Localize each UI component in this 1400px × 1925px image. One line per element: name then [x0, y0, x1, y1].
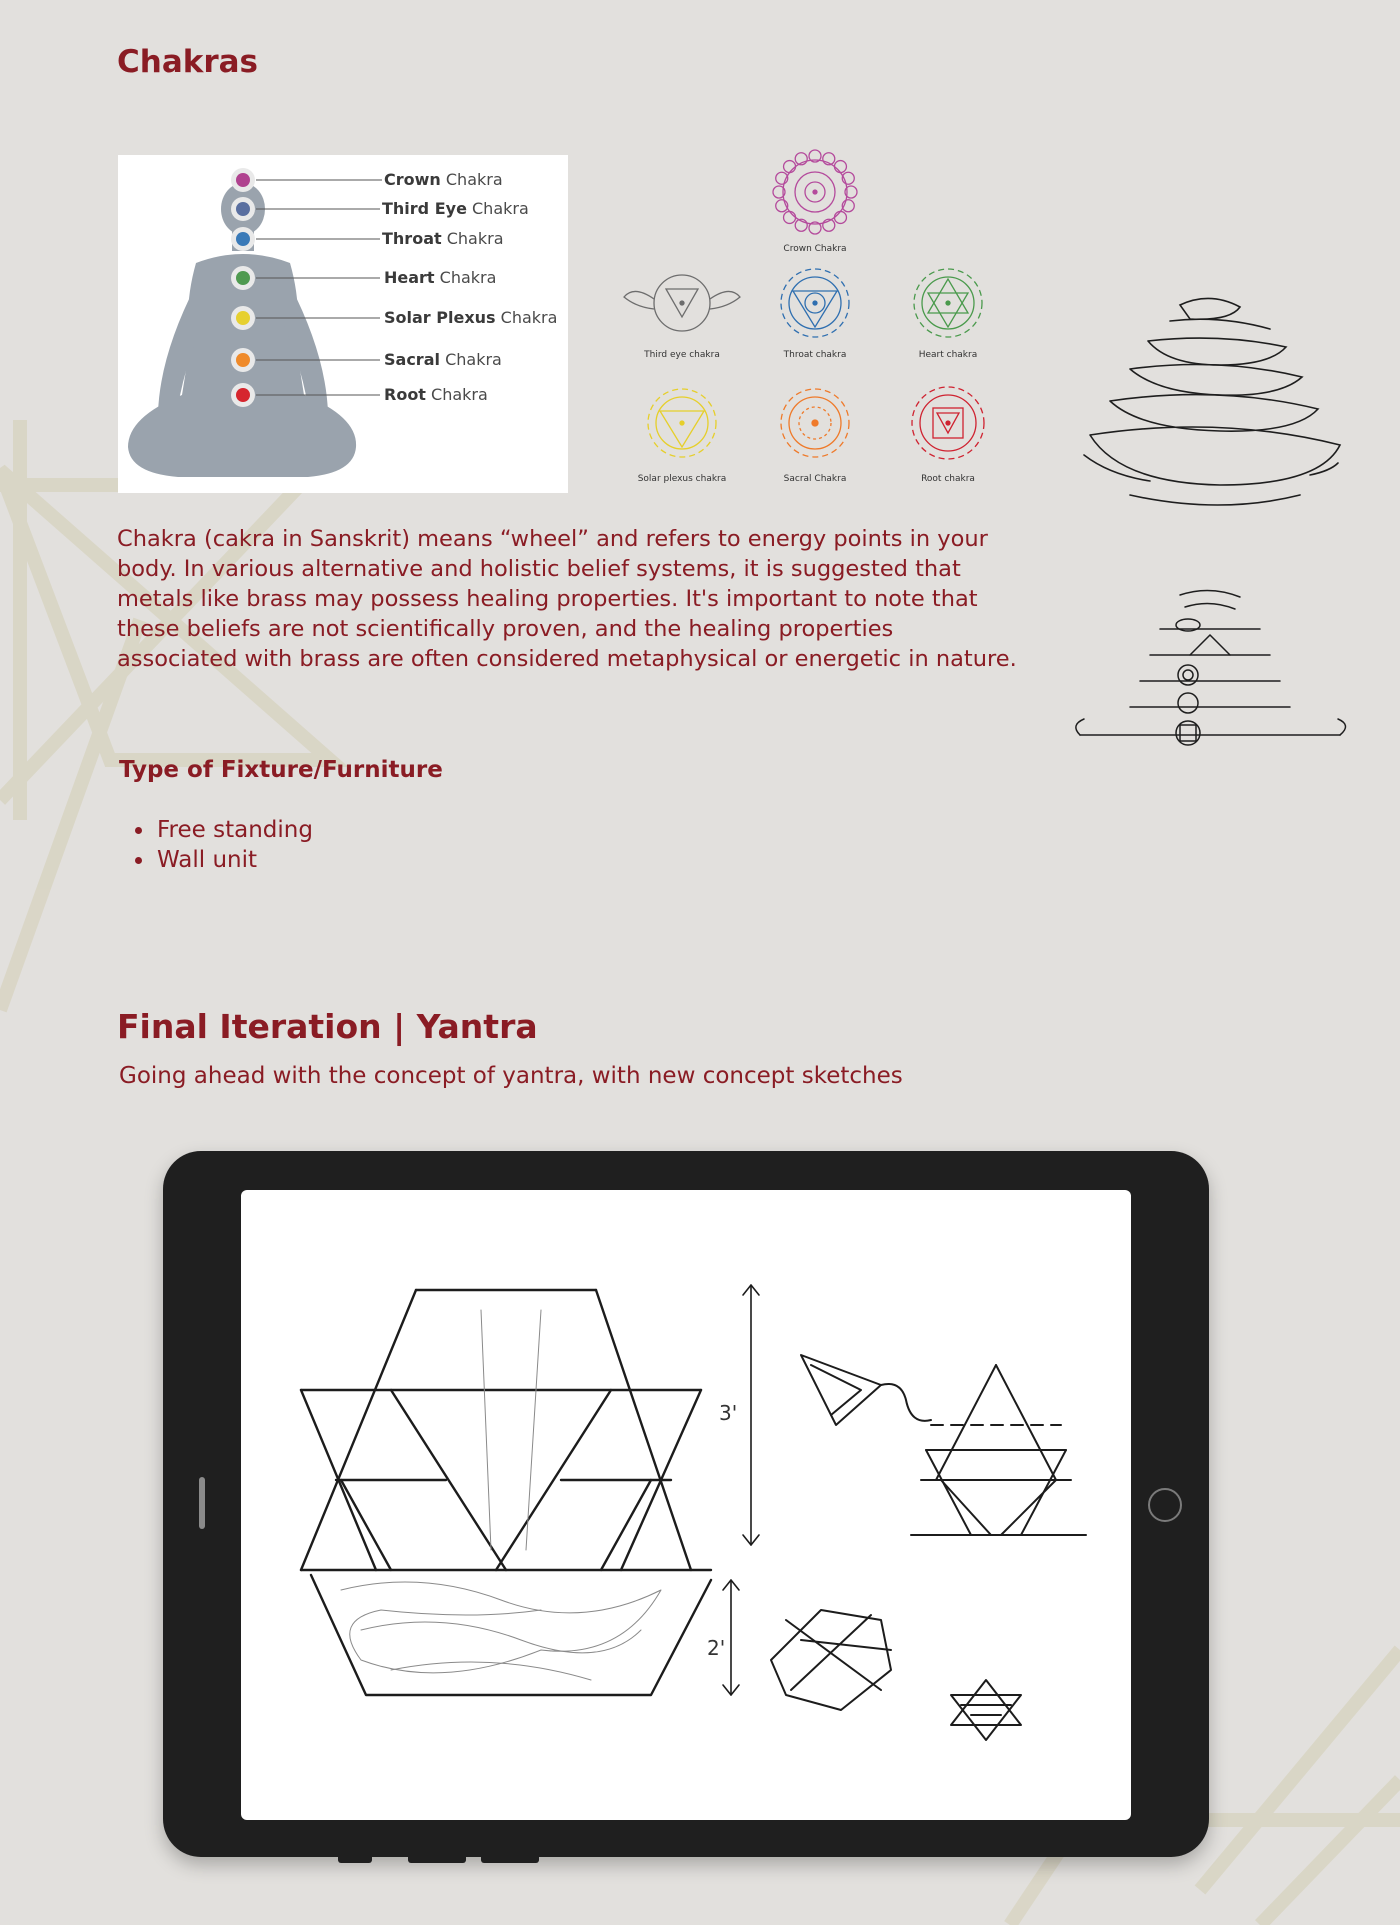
tablet-screen — [241, 1190, 1131, 1820]
yantra-concept-sketch — [241, 1190, 1131, 1820]
chakra-label-suffix: Chakra — [466, 199, 529, 218]
root-chakra-symbol — [912, 387, 984, 459]
sacral-chakra-symbol — [781, 389, 849, 457]
final-iteration-subheading: Going ahead with the concept of yantra, with new concept sketches — [119, 1063, 903, 1089]
fixture-type-heading: Type of Fixture/Furniture — [119, 757, 443, 783]
throat-chakra-symbol — [781, 269, 849, 337]
chakra-point — [236, 232, 250, 246]
final-iteration-heading: Final Iteration | Yantra — [117, 1007, 538, 1046]
crown-lotus-petal — [834, 211, 846, 223]
chakra-point — [236, 271, 250, 285]
list-item: • Wall unit — [155, 845, 313, 875]
chakra-symbols-grid — [612, 140, 1012, 500]
crown-lotus-petal — [834, 161, 846, 173]
tablet-edge-button — [338, 1857, 372, 1863]
tablet-edge-button — [408, 1857, 466, 1863]
fixture-type-list — [130, 815, 313, 875]
tablet-side-sensor — [199, 1477, 205, 1529]
chakra-label-name: Third Eye — [382, 199, 467, 218]
tablet-frame — [163, 1151, 1209, 1857]
crown-lotus-petal — [784, 161, 796, 173]
crown-chakra-caption: Crown Chakra — [783, 244, 847, 254]
chakra-label-suffix: Chakra — [440, 170, 503, 189]
tablet-home-button[interactable] — [1148, 1488, 1182, 1522]
chakra-label-name: Throat — [382, 229, 442, 248]
chakra-label-name: Sacral — [384, 350, 440, 369]
chakra-label-name: Crown — [384, 170, 441, 189]
crown-lotus-petal — [784, 211, 796, 223]
chakra-point — [236, 202, 250, 216]
chakra-label — [382, 199, 529, 218]
sacral-chakra-caption: Sacral Chakra — [783, 474, 847, 484]
solar-plexus-chakra-caption: Solar plexus chakra — [637, 474, 727, 484]
list-item: • Free standing — [155, 815, 313, 845]
chakra-label — [384, 308, 557, 327]
chakra-intro-paragraph: Chakra (cakra in Sanskrit) means “wheel” and refers to energy points in your body. In various alternative and holistic belief systems, it is suggested that metals like brass may possess healing properties. It's important to note that these beliefs are not scientifically proven, and the healing properties associated with brass are often considered metaphysical or energetic in nature. — [117, 526, 1017, 672]
chakra-label-suffix: Chakra — [441, 229, 504, 248]
chakra-label-suffix: Chakra — [425, 385, 488, 404]
chakra-label-name: Solar Plexus — [384, 308, 496, 327]
stacked-bowl-sketches — [1070, 285, 1350, 815]
chakra-point — [236, 388, 250, 402]
throat-chakra-caption: Throat chakra — [783, 350, 847, 360]
dimension-label-bottom: 2' — [707, 1636, 726, 1660]
root-chakra-caption: Root chakra — [921, 474, 975, 484]
chakra-label — [382, 229, 504, 248]
chakra-point — [236, 173, 250, 187]
chakra-label — [384, 350, 502, 369]
dimension-label-top: 3' — [719, 1401, 738, 1425]
tablet-edge-button — [481, 1857, 539, 1863]
chakra-label-suffix: Chakra — [495, 308, 558, 327]
chakra-point — [236, 311, 250, 325]
crown-chakra-symbol — [773, 150, 857, 234]
chakra-label-name: Root — [384, 385, 426, 404]
chakra-label — [384, 385, 488, 404]
page-title: Chakras — [117, 44, 259, 80]
chakra-label-suffix: Chakra — [434, 268, 497, 287]
chakra-label — [384, 268, 496, 287]
chakra-label-suffix: Chakra — [439, 350, 502, 369]
chakra-label — [384, 170, 503, 189]
chakra-body-diagram — [118, 155, 568, 493]
chakra-label-name: Heart — [384, 268, 435, 287]
heart-chakra-symbol — [914, 269, 982, 337]
chakra-point — [236, 353, 250, 367]
solar-plexus-chakra-symbol — [648, 389, 716, 457]
third-eye-chakra-symbol — [624, 275, 740, 331]
third-eye-chakra-caption: Third eye chakra — [644, 350, 720, 360]
heart-chakra-caption: Heart chakra — [918, 350, 978, 360]
